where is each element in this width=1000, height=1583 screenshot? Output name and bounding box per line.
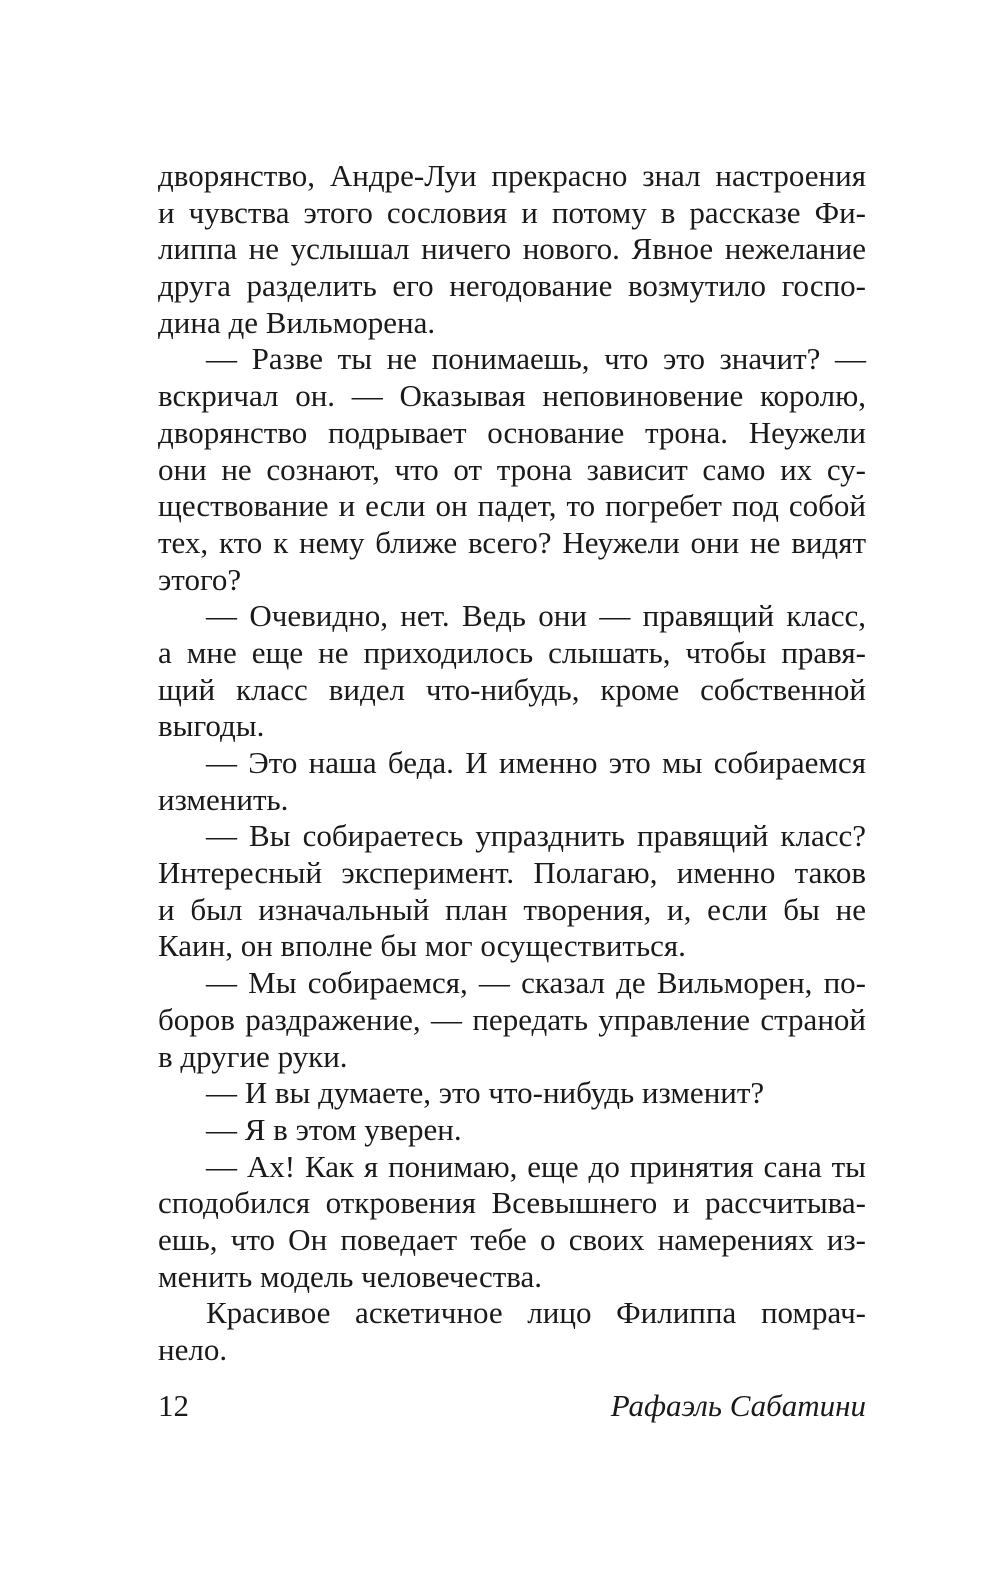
text-line: Интересный эксперимент. Полагаю, именно таков [158, 855, 866, 891]
text-line: этого? [158, 561, 242, 597]
text-line: — Я в этом уверен. [206, 1111, 462, 1147]
text-line: вскричал он. — Оказывая неповиновение королю, [158, 378, 866, 414]
text-line: — Очевидно, нет. Ведь они — правящий класс, [206, 598, 866, 634]
text-line: изменить. [158, 781, 289, 817]
page-footer [158, 1388, 866, 1424]
text-line: щий класс видел что-нибудь, кроме собственной [158, 671, 866, 707]
text-line: — Разве ты не понимаешь, что это значит? — [206, 341, 866, 377]
page-number: 12 [158, 1388, 189, 1423]
text-line: друга разделить его негодование возмутило госпо- [158, 268, 866, 304]
text-line: дина де Вильморена. [158, 304, 436, 340]
running-footer-author: Рафаэль Сабатини [610, 1388, 866, 1423]
text-line: менить модель человечества. [158, 1258, 543, 1294]
text-line: ществование и если он падет, то погребет под собой [158, 488, 866, 524]
text-line: боров раздражение, — передать управление страной [158, 1001, 866, 1037]
text-line: — Мы собираемся, — сказал де Вильморен, по- [206, 965, 866, 1001]
text-line: и чувства этого сословия и потому в рассказе Фи- [158, 194, 866, 230]
text-line: — Вы собираетесь упразднить правящий класс? [206, 818, 866, 854]
page-body-text [158, 158, 866, 1369]
text-line: ешь, что Он поведает тебе о своих намерениях из- [158, 1221, 866, 1257]
text-line: нело. [158, 1332, 228, 1367]
text-line: они не сознают, что от трона зависит само их су- [158, 451, 866, 487]
text-line: Каин, он вполне бы мог осуществиться. [158, 928, 686, 964]
text-line: — И вы думаете, это что-нибудь изменит? [206, 1075, 765, 1111]
text-line: тех, кто к нему ближе всего? Неужели они не видят [158, 524, 866, 560]
text-line: Красивое аскетичное лицо Филиппа помрач- [206, 1295, 866, 1331]
text-line: — Ах! Как я понимаю, еще до принятия сана ты [206, 1148, 866, 1184]
text-line: дворянство, Андре-Луи прекрасно знал настроения [158, 158, 866, 193]
text-line: и был изначальный план творения, и, если бы не [158, 891, 866, 927]
text-line: в другие руки. [158, 1038, 348, 1074]
text-line: выгоды. [158, 708, 265, 744]
text-line: а мне еще не приходилось слышать, чтобы правя- [158, 634, 866, 670]
text-line: сподобился откровения Всевышнего и рассчитыва- [158, 1185, 866, 1221]
text-line: липпа не услышал ничего нового. Явное нежелание [158, 231, 866, 267]
text-line: — Это наша беда. И именно это мы собираемся [206, 745, 866, 780]
text-line: дворянство подрывает основание трона. Неужели [158, 414, 866, 450]
